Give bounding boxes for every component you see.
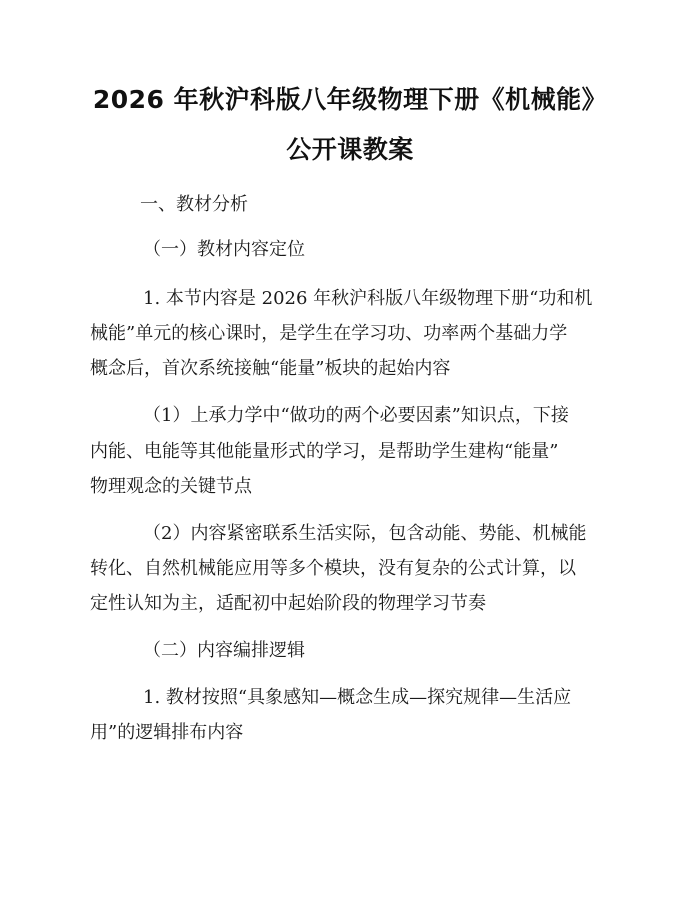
paragraph-4-line-2: 用”的逻辑排布内容: [90, 722, 244, 743]
paragraph-1-line-1: 1. 本节内容是 2026 年秋沪科版八年级物理下册“功和机: [143, 288, 593, 309]
paragraph-1-line-2: 械能”单元的核心课时，是学生在学习功、功率两个基础力学: [90, 323, 568, 344]
paragraph-2-line-3: 物理观念的关键节点: [90, 476, 252, 497]
paragraph-1-line-3: 概念后，首次系统接触“能量”板块的起始内容: [90, 358, 451, 379]
section-heading-materials-analysis: 一、教材分析: [140, 194, 248, 215]
document-title-line-1: 2026 年秋沪科版八年级物理下册《机械能》: [92, 85, 608, 114]
paragraph-2-line-2: 内能、电能等其他能量形式的学习，是帮助学生建构“能量”: [90, 441, 559, 462]
subsection-heading-content-positioning: （一）教材内容定位: [143, 239, 305, 260]
subsection-heading-content-arrangement: （二）内容编排逻辑: [143, 640, 305, 661]
paragraph-3-line-3: 定性认知为主，适配初中起始阶段的物理学习节奏: [90, 593, 486, 614]
paragraph-3-line-1: （2）内容紧密联系生活实际，包含动能、势能、机械能: [143, 523, 587, 544]
paragraph-3-line-2: 转化、自然机械能应用等多个模块，没有复杂的公式计算，以: [90, 558, 576, 579]
paragraph-4-line-1: 1. 教材按照“具象感知—概念生成—探究规律—生活应: [143, 687, 572, 708]
paragraph-2-line-1: （1）上承力学中“做功的两个必要因素”知识点，下接: [143, 405, 569, 426]
document-title-line-2: 公开课教案: [286, 135, 414, 164]
